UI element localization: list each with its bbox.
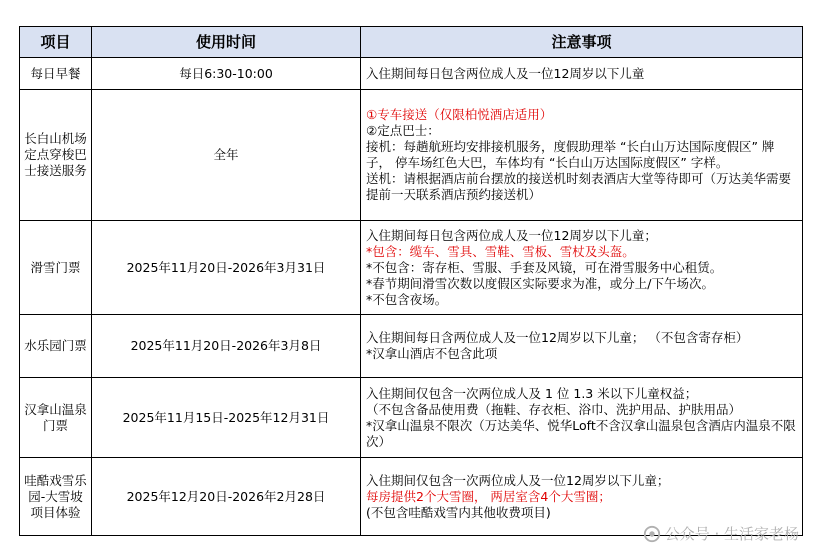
note-line: *春节期间滑雪次数以度假区实际要求为准，或分上/下午场次。: [366, 275, 714, 291]
cell-item: 长白山机场定点穿梭巴士接送服务: [20, 90, 92, 221]
cell-time: 2025年11月20日-2026年3月31日: [92, 221, 361, 315]
note-line: 入住期间每日包含两位成人及一位12周岁以下儿童；: [366, 227, 657, 243]
note-line: (不包含哇酷戏雪内其他收费项目): [366, 504, 551, 520]
note-line: *汉拿山酒店不包含此项: [366, 346, 498, 361]
cell-notes: [361, 315, 803, 378]
note-line: 送机：请根据酒店前台摆放的接送机时刻表酒店大堂等待即可（万达美华需要提前一天联系酒店预约接送机）: [366, 171, 792, 202]
table-row: [20, 221, 803, 315]
note-line: ①专车接送（仅限柏悦酒店适用）: [366, 107, 553, 122]
cell-item: 每日早餐: [20, 58, 92, 90]
cell-notes: [361, 58, 803, 90]
note-line: ②定点巴士：: [366, 123, 440, 138]
cell-time: 每日6:30-10:00: [92, 58, 361, 90]
header-item: 项目: [20, 27, 92, 58]
table-row: [20, 315, 803, 378]
note-line: （不包含备品使用费（拖鞋、存衣柜、浴巾、洗护用品、护肤用品）: [366, 401, 742, 417]
cell-time: 2025年11月15日-2025年12月31日: [92, 378, 361, 458]
cell-notes: [361, 90, 803, 221]
note-line: 每房提供2个大雪圈， 两居室含4个大雪圈；: [366, 488, 611, 504]
header-time: 使用时间: [92, 27, 361, 58]
cell-time: 2025年11月20日-2026年3月8日: [92, 315, 361, 378]
note-line: *不包含：寄存柜、雪服、手套及风镜，可在滑雪服务中心租赁。: [366, 259, 723, 275]
cell-item: 汉拿山温泉门票: [20, 378, 92, 458]
header-notes: 注意事项: [361, 27, 803, 58]
note-line: 入住期间每日含两位成人及一位12周岁以下儿童； （不包含寄存柜）: [366, 330, 749, 345]
note-line: 入住期间仅包含一次两位成人及一位12周岁以下儿童；: [366, 472, 670, 488]
table-row: [20, 90, 803, 221]
cell-item: 哇酷戏雪乐园-大雪坡项目体验: [20, 458, 92, 536]
cell-item: 水乐园门票: [20, 315, 92, 378]
note-line: *包含：缆车、雪具、雪鞋、雪板、雪杖及头盔。: [366, 243, 635, 259]
table-row: [20, 58, 803, 90]
note-line: 接机：每趟航班均安排接机服务，度假助理举 “长白山万达国际度假区” 牌子， 停车场红色大巴，车体均有 “长白山万达国际度假区” 字样。: [366, 139, 775, 170]
cell-time: 全年: [92, 90, 361, 221]
wechat-official-account-icon: [643, 525, 661, 543]
note-line: *汉拿山温泉不限次（万达美华、悦华Loft不含汉拿山温泉包含酒店内温泉不限次）: [366, 417, 796, 449]
cell-notes: [361, 221, 803, 315]
note-line: *不包含夜场。: [366, 291, 448, 307]
note-line: 入住期间仅包含一次两位成人及 1 位 1.3 米以下儿童权益；: [366, 385, 698, 401]
cell-item: 滑雪门票: [20, 221, 92, 315]
cell-notes: [361, 378, 803, 458]
amenities-table: [19, 26, 803, 536]
table-row: [20, 378, 803, 458]
cell-time: 2025年12月20日-2026年2月28日: [92, 458, 361, 536]
note-line: 入住期间每日包含两位成人及一位12周岁以下儿童: [366, 65, 645, 81]
table-header-row: [20, 27, 803, 58]
watermark-text: 公众号 · 生活家老杨: [664, 525, 799, 543]
watermark: [643, 523, 799, 544]
